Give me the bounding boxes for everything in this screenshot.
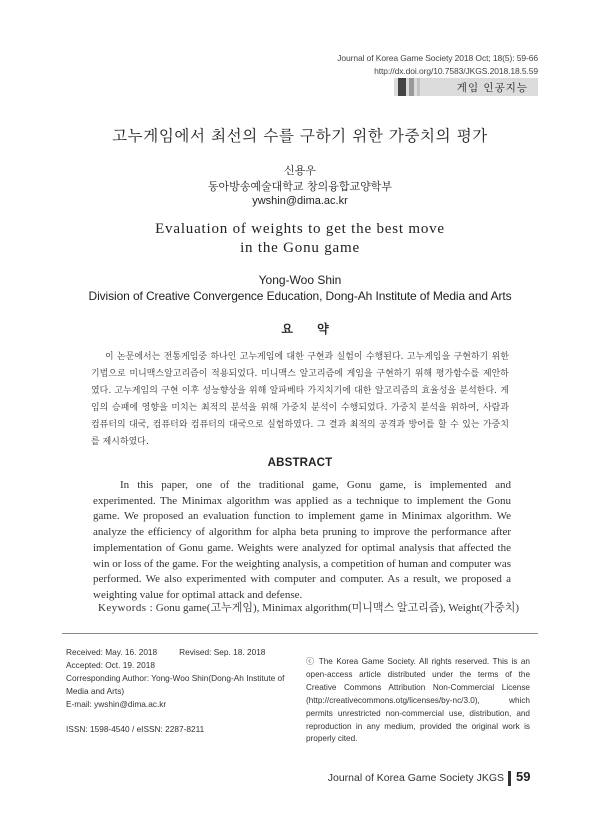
english-title-line-1: Evaluation of weights to get the best move: [155, 221, 445, 237]
corresponding-email: E-mail: ywshin@dima.ac.kr: [66, 698, 167, 709]
author-email: ywshin@dima.ac.kr: [252, 195, 348, 207]
korean-title: 고누게임에서 최선의 수를 구하기 위한 가중치의 평가: [112, 127, 488, 145]
accepted-date: Accepted: Oct. 19. 2018: [66, 659, 156, 670]
keywords-list: Gonu game(고누게임), Minimax algorithm(미니맥스 알고리즘), Weight(가중치): [155, 602, 520, 614]
category-banner: [394, 78, 538, 96]
corresponding-author: Corresponding Author: Yong-Woo Shin(Dong-Ah Institute of Media and Arts): [66, 672, 285, 696]
keywords-label: Keywords :: [98, 602, 154, 614]
english-author: Yong-Woo Shin: [258, 273, 342, 287]
banner-stripe-mid: [409, 78, 414, 96]
english-affiliation: Division of Creative Convergence Education, Dong-Ah Institute of Media and Arts: [88, 289, 512, 303]
english-abstract-body: [93, 478, 511, 604]
received-date: Received: May. 16. 2018: [66, 647, 158, 657]
korean-abstract-body: [91, 349, 509, 451]
korean-author: 신용우: [284, 164, 316, 177]
doi-link[interactable]: http://dx.doi.org/10.7583/JKGS.2018.18.5.59: [374, 66, 538, 76]
banner-stripe-light: [417, 78, 420, 96]
footer-separator: [508, 771, 511, 786]
article-info: [66, 646, 286, 711]
english-title-line-2: in the Gonu game: [240, 240, 360, 256]
korean-affiliation: 동아방송예술대학교 창의융합교양학부: [207, 180, 393, 193]
korean-abstract-heading: 요 약: [281, 322, 339, 336]
english-abstract-text: In this paper, one of the traditional game, Gonu game, is implemented and experimented. The Minimax algorithm was applied as a technique to implement the Gonu game. We proposed an evaluation function to implement game in Minimax algorithm. We analyze the efficiency of algorithm for alpha beta pruning to improve the performance after implementation of Gonu game. Weights were analyzed for optimal analysis that affected the win or loss of the game. For the weighting analysis, a competition of human and computer was performed. We also experimented with computer and computer. As a result, we proposed a weighting value for optimal attack and defense.: [93, 479, 511, 601]
category-label: 게임 인공지능: [456, 82, 528, 94]
english-abstract-heading: ABSTRACT: [267, 457, 333, 469]
page-number: 59: [516, 769, 531, 784]
dates-line: [66, 646, 286, 659]
revised-date: Revised: Sep. 18. 2018: [179, 647, 266, 657]
banner-stripe-dark: [398, 78, 406, 96]
korean-abstract-text: 이 논문에서는 전통게임중 하나인 고누게임에 대한 구현과 실험이 수행된다. 고누게임을 구현하기 위한 기법으로 미니맥스알고리즘이 적용되었다. 미니맥스 알고리즘에 게임을 구현하기 위해 평가함수를 제안하였다. 고누게임의 구현 이후 성능향상을 위해 알파베타 가지치기에 대한 알고리즘의 효율성을 분석한다. 게임의 승패에 영향을 미치는 최적의 분석을 위해 가중치 분석이 수행되었다. 가중치 분석을 위하여, 사람과 컴퓨터의 대국, 컴퓨터와 컴퓨터의 대국으로 실험하였다. 그 결과 최적의 공격과 방어를 할 수 있는 가중치를 제시하였다.: [91, 352, 509, 447]
keywords-line: [98, 599, 519, 615]
journal-citation: Journal of Korea Game Society 2018 Oct; 18(5): 59-66: [337, 53, 538, 63]
footnote-divider: [62, 633, 538, 634]
issn: ISSN: 1598-4540 / eISSN: 2287-8211: [66, 724, 205, 734]
footer-journal: Journal of Korea Game Society JKGS: [327, 772, 504, 784]
license-notice: ⓒ The Korea Game Society. All rights reserved. This is an open-access article distributed under the terms of the Creative Commons Attribution Non-Commercial License (http://creativecommons.otg/licenses/by-nc/3.0), which permits unrestricted non-commercial use, distribution, and reproduction in any medium, provided the original work is properly cited.: [306, 657, 530, 744]
